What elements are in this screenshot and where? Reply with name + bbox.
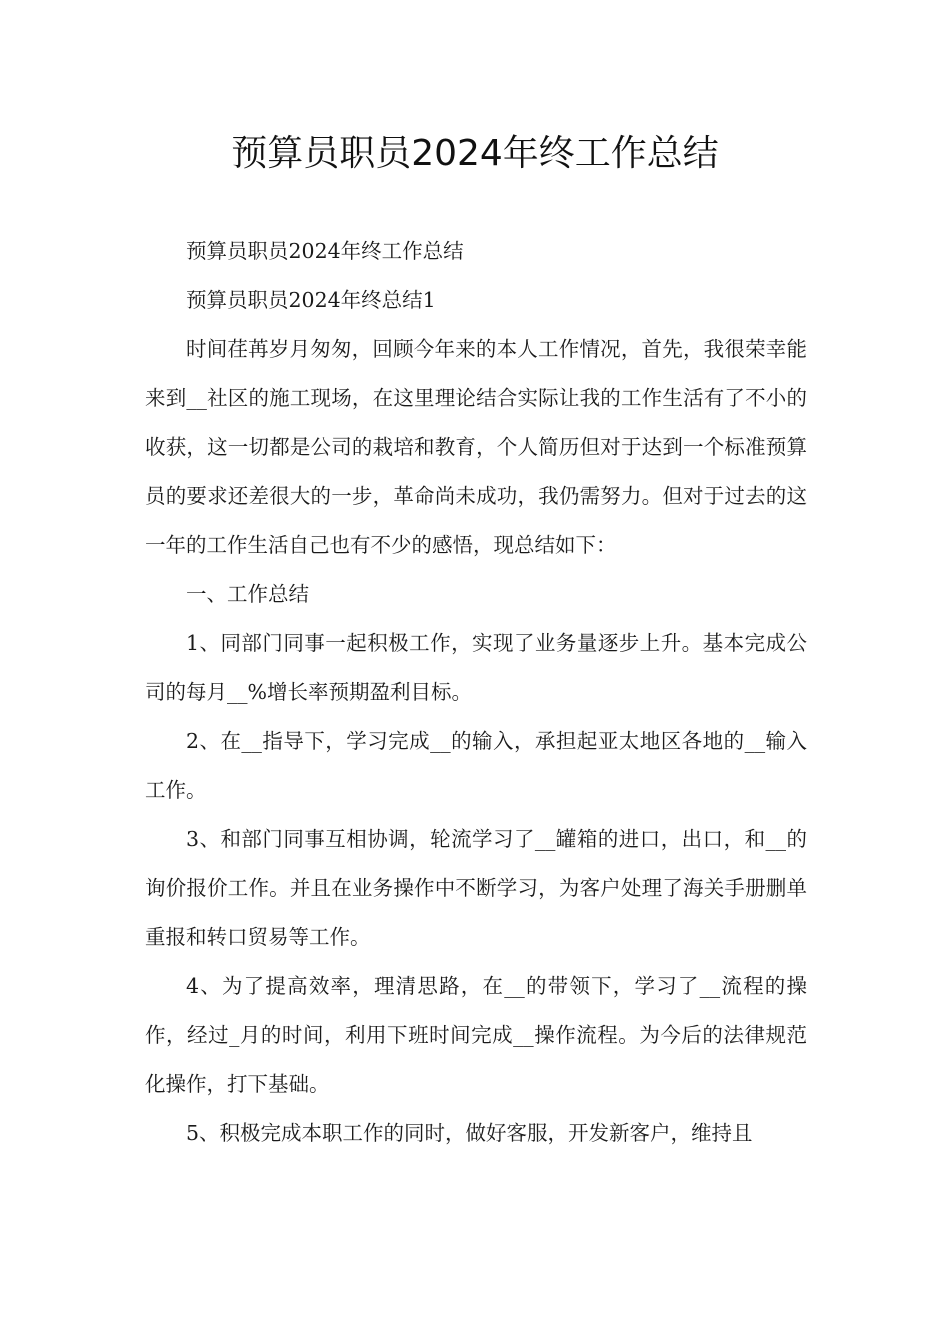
- paragraph-item-3: 3、和部门同事互相协调，轮流学习了__罐箱的进口，出口，和__的询价报价工作。并且在业务操作中不断学习，为客户处理了海关手册删单重报和转口贸易等工作。: [145, 827, 807, 949]
- paragraph-item-2: 2、在__指导下，学习完成__的输入，承担起亚太地区各地的__输入工作。: [145, 729, 807, 802]
- document-body: [145, 227, 807, 1158]
- paragraph-heading-work-summary: 一、工作总结: [186, 582, 309, 606]
- paragraph-section-title: 预算员职员2024年终总结1: [186, 288, 436, 312]
- document-title: 预算员职员2024年终工作总结: [231, 133, 719, 174]
- paragraph-item-4: 4、为了提高效率，理清思路，在__的带领下，学习了__流程的操作，经过_月的时间，利用下班时间完成__操作流程。为今后的法律规范化操作，打下基础。: [145, 974, 807, 1096]
- paragraph-item-1: 1、同部门同事一起积极工作，实现了业务量逐步上升。基本完成公司的每月__%增长率预期盈利目标。: [145, 631, 807, 704]
- paragraph-intro: 时间荏苒岁月匆匆，回顾今年来的本人工作情况，首先，我很荣幸能来到__社区的施工现场，在这里理论结合实际让我的工作生活有了不小的收获，这一切都是公司的栽培和教育，个人简历但对于达到一个标准预算员的要求还差很大的一步，革命尚未成功，我仍需努力。但对于过去的这一年的工作生活自己也有不少的感悟，现总结如下：: [145, 337, 807, 557]
- paragraph-subtitle: 预算员职员2024年终工作总结: [186, 239, 464, 263]
- paragraph-item-5: 5、积极完成本职工作的同时，做好客服，开发新客户，维持且: [186, 1121, 753, 1145]
